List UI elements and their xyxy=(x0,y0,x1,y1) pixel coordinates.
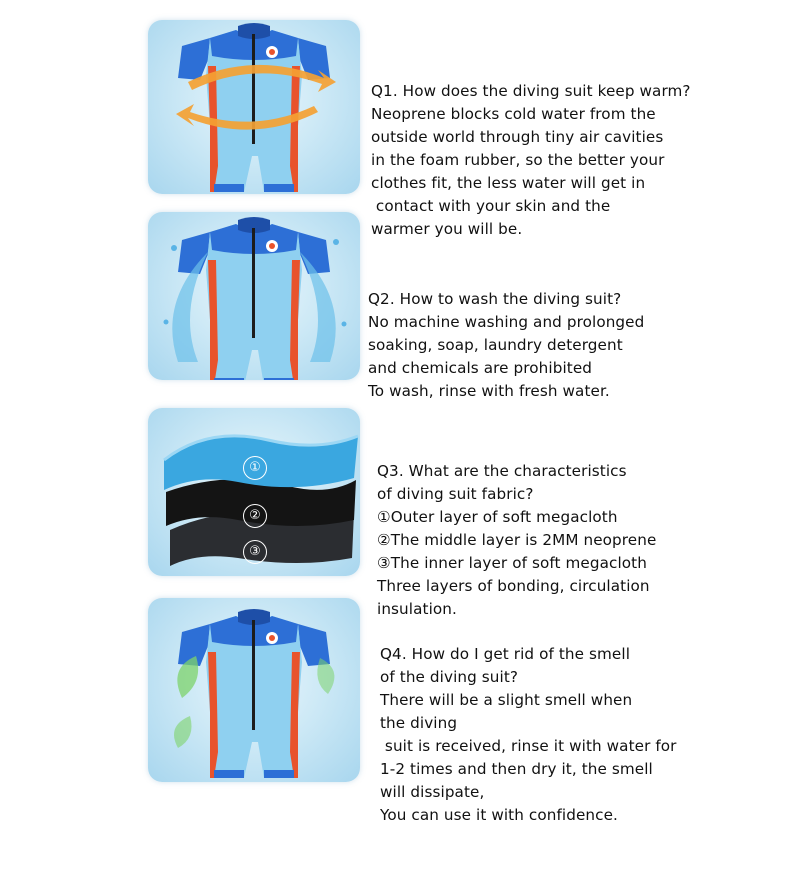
q1-text: Q1. How does the diving suit keep warm? Neoprene blocks cold water from the outside world through tiny air cavities in the foam rubber, so the better your clothes fit, the less water will get in contact with your skin and the warmer you will be. xyxy=(371,82,691,238)
q2-image xyxy=(148,212,360,380)
q2-text: Q2. How to wash the diving suit? No machine washing and prolonged soaking, soap, laundry detergent and chemicals are prohibited To wash, rinse with fresh water. xyxy=(368,290,645,400)
layer-badge-1: ① xyxy=(243,456,267,480)
q1-image xyxy=(148,20,360,194)
q4-image xyxy=(148,598,360,782)
wetsuit-warm-illustration xyxy=(148,20,360,194)
wetsuit-fresh-illustration xyxy=(148,598,360,782)
wetsuit-splash-illustration xyxy=(148,212,360,380)
q4-text: Q4. How do I get rid of the smell of the diving suit? There will be a slight smell when the diving suit is received, rinse it with water for 1-2 times and then dry it, the smell will dissipate, You can use it with confidence. xyxy=(380,645,677,824)
q3-text: Q3. What are the characteristics of diving suit fabric? ①Outer layer of soft megacloth ②The middle layer is 2MM neoprene ③The inner layer of soft megacloth Three layers of bonding, circulation insulation. xyxy=(377,462,657,618)
layer-badge-2: ② xyxy=(243,504,267,528)
q3-image xyxy=(148,408,360,576)
layer-badge-3: ③ xyxy=(243,540,267,564)
